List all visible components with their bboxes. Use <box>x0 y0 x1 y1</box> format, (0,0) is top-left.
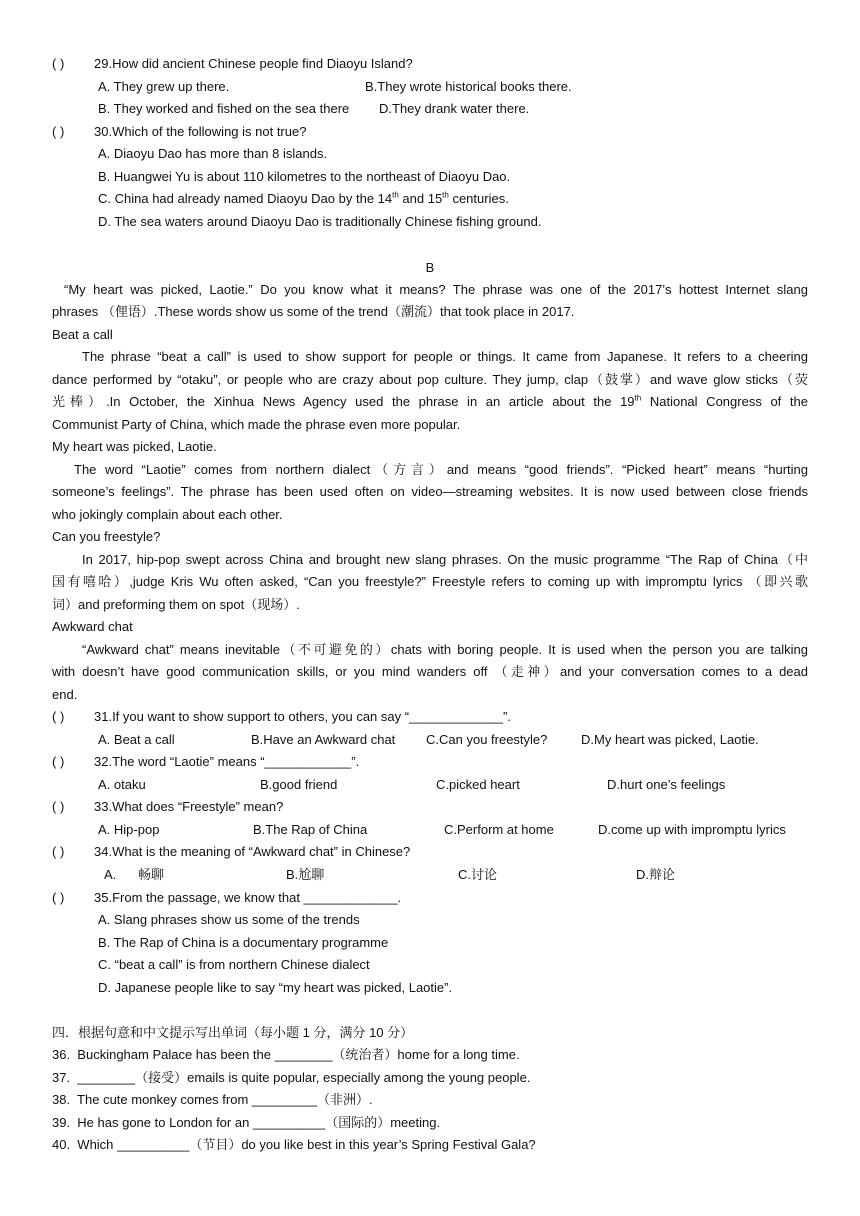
question-stem: 30.Which of the following is not true? <box>94 124 307 139</box>
section-four-title: 四．根据句意和中文提示写出单词（每小题 1 分，满分 10 分） <box>52 1025 414 1040</box>
option-b: B.They wrote historical books there. <box>365 79 572 94</box>
option-b: B.尬聊 <box>286 867 325 882</box>
option-d: D.辩论 <box>636 867 676 882</box>
passage-heading: B <box>425 260 435 275</box>
superscript: th <box>442 190 449 200</box>
option-d: D.come up with impromptu lyrics <box>598 822 786 837</box>
fill-in-item-36: 36. Buckingham Palace has been the ________（统治者）home for a long time. <box>52 1047 520 1062</box>
option-d: D.They drank water there. <box>379 101 530 116</box>
option-c: C. “beat a call” is from northern Chinese dialect <box>98 957 370 972</box>
option-d: D. Japanese people like to say “my heart was picked, Laotie”. <box>98 980 453 995</box>
option-d: D. The sea waters around Diaoyu Dao is traditionally Chinese fishing ground. <box>98 214 542 229</box>
question-stem: 32.The word “Laotie” means “____________”. <box>94 754 360 769</box>
question-stem: 29.How did ancient Chinese people find Diaoyu Island? <box>94 56 413 71</box>
option-a: A. Hip-pop <box>98 822 160 837</box>
answer-blank[interactable]: ( ) <box>52 844 65 859</box>
fill-in-item-39: 39. He has gone to London for an __________（国际的）meeting. <box>52 1115 441 1130</box>
fill-in-item-38: 38. The cute monkey comes from _________（非洲）. <box>52 1092 373 1107</box>
paragraph-line: 词）and preforming them on spot（现场）. <box>52 597 300 612</box>
option-b: B.good friend <box>260 777 338 792</box>
paragraph-line: The phrase “beat a call” is used to show support for people or things. It came from Japanese. It refers to a cheering <box>82 349 808 364</box>
option-a: A. They grew up there. <box>98 79 230 94</box>
option-a: A. otaku <box>98 777 146 792</box>
question-stem: 34.What is the meaning of “Awkward chat” in Chinese? <box>94 844 411 859</box>
paragraph-line: someone’s feelings”. The phrase has been used often on video—streaming websites. It is now used between close friends <box>52 484 808 499</box>
option-c: C.Perform at home <box>444 822 554 837</box>
fill-in-item-40: 40. Which __________（节目）do you like best in this year’s Spring Festival Gala? <box>52 1137 536 1152</box>
paragraph-line: “Awkward chat” means inevitable（不可避免的）chats with boring people. It is used when the person you are talking <box>82 642 808 657</box>
answer-blank[interactable]: ( ) <box>52 890 65 905</box>
superscript: th <box>392 190 399 200</box>
option-c: B. They worked and fished on the sea there <box>98 101 350 116</box>
option-c: C.讨论 <box>458 867 498 882</box>
option-b: B. The Rap of China is a documentary programme <box>98 935 389 950</box>
superscript: th <box>634 393 642 403</box>
section-title-beat-a-call: Beat a call <box>52 327 113 342</box>
paragraph-line: The word “Laotie” comes from northern dialect（方言）and means “good friends”. “Picked heart” means “hurting <box>74 462 808 477</box>
question-stem: 33.What does “Freestyle” mean? <box>94 799 284 814</box>
option-b: B. Huangwei Yu is about 110 kilometres to the northeast of Diaoyu Dao. <box>98 169 511 184</box>
paragraph-line: 国有嘻哈）,judge Kris Wu often asked, “Can you freestyle?” Freestyle refers to coming up with impromptu lyrics （即兴歌 <box>52 574 808 589</box>
option-b: B.Have an Awkward chat <box>251 732 396 747</box>
option-c-text: centuries. <box>448 191 509 206</box>
option-d: D.hurt one’s feelings <box>607 777 726 792</box>
answer-blank[interactable]: ( ) <box>52 754 65 769</box>
option-c <box>98 190 509 207</box>
paragraph-line: who jokingly complain about each other. <box>52 507 283 522</box>
answer-blank[interactable]: ( ) <box>52 56 65 71</box>
paragraph-text: National Congress of the <box>641 394 808 409</box>
option-c: C.Can you freestyle? <box>426 732 548 747</box>
passage-intro-line: “My heart was picked, Laotie.” Do you know what it means? The phrase was one of the 2017’s hottest Internet slang <box>64 282 808 297</box>
paragraph-text: 光棒）.In October, the Xinhua News Agency used the phrase in an article about the 19 <box>52 394 635 409</box>
option-c-text: and 15 <box>398 191 443 206</box>
option-a: A. Diaoyu Dao has more than 8 islands. <box>98 146 328 161</box>
question-stem: 31.If you want to show support to others, you can say “_____________”. <box>94 709 511 724</box>
section-title-my-heart: My heart was picked, Laotie. <box>52 439 217 454</box>
paragraph-line <box>52 393 808 410</box>
option-d: D.My heart was picked, Laotie. <box>581 732 759 747</box>
answer-blank[interactable]: ( ) <box>52 709 65 724</box>
answer-blank[interactable]: ( ) <box>52 799 65 814</box>
option-c: C.picked heart <box>436 777 520 792</box>
paragraph-line: with doesn’t have good communication skills, or you mind wanders off （走神）and your conversation comes to a dead <box>52 664 808 679</box>
option-a: A. Slang phrases show us some of the trends <box>98 912 360 927</box>
option-c-text: C. China had already named Diaoyu Dao by the 14 <box>98 191 393 206</box>
paragraph-line: Communist Party of China, which made the phrase even more popular. <box>52 417 461 432</box>
section-title-awkward-chat: Awkward chat <box>52 619 133 634</box>
paragraph-line: dance performed by “otaku”, or people who are crazy about pop culture. They jump, clap（鼓掌）and wave glow sticks（荧 <box>52 372 808 387</box>
paragraph-line: end. <box>52 687 78 702</box>
answer-blank[interactable]: ( ) <box>52 124 65 139</box>
question-stem: 35.From the passage, we know that _____________. <box>94 890 402 905</box>
option-a: A. Beat a call <box>98 732 175 747</box>
option-a: A. 畅聊 <box>104 867 164 882</box>
option-b: B.The Rap of China <box>253 822 368 837</box>
section-title-freestyle: Can you freestyle? <box>52 529 161 544</box>
fill-in-item-37: 37. ________（接受）emails is quite popular, especially among the young people. <box>52 1070 531 1085</box>
passage-intro-line: phrases （俚语）.These words show us some of the trend（潮流）that took place in 2017. <box>52 304 575 319</box>
paragraph-line: In 2017, hip-pop swept across China and brought new slang phrases. On the music programme “The Rap of China（中 <box>82 552 809 567</box>
